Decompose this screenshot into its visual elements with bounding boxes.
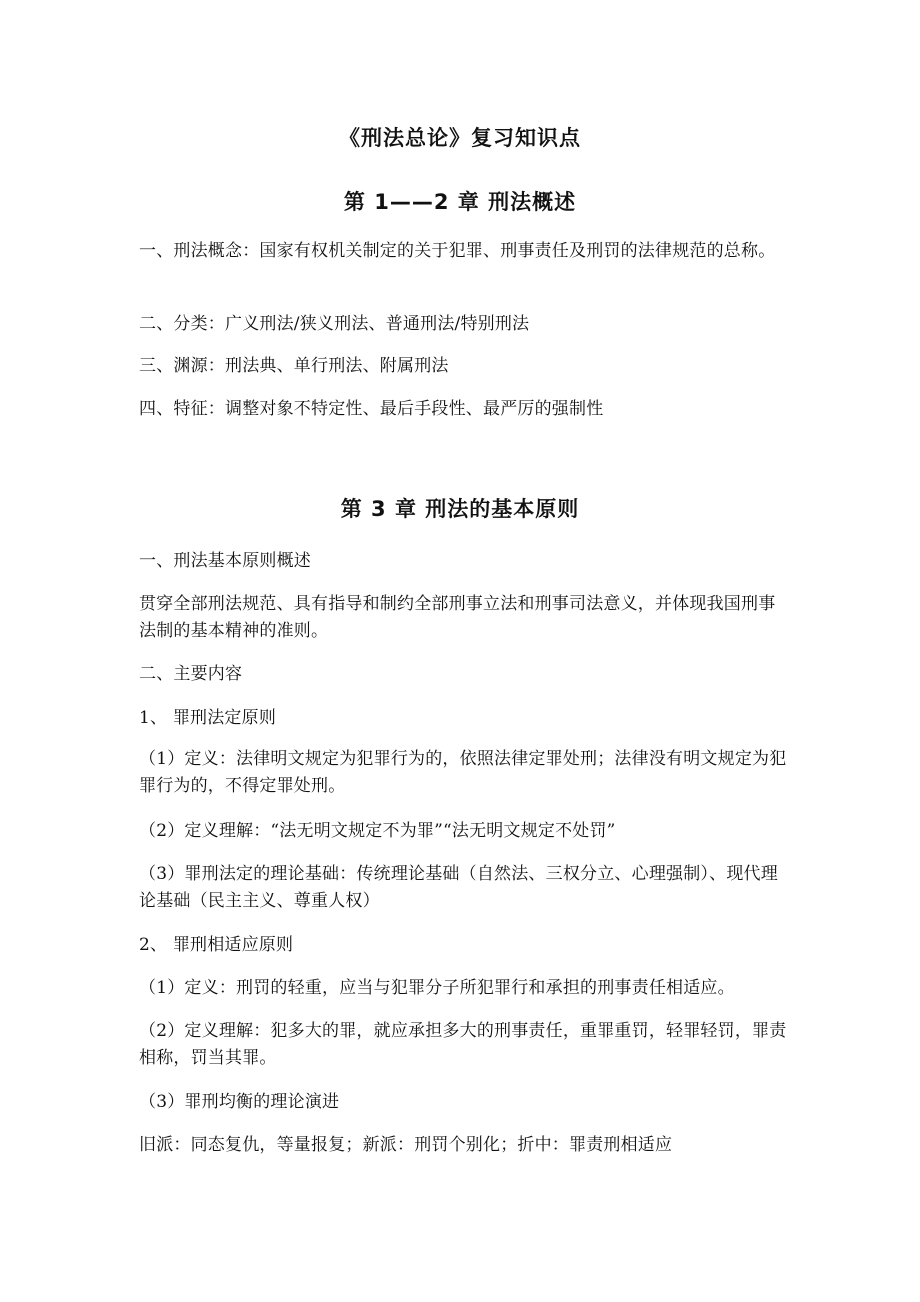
paragraph: 1、 罪刑法定原则 (139, 708, 277, 728)
paragraph: 一、刑法基本原则概述 (139, 551, 311, 571)
section-heading: 第 1——2 章 刑法概述 (343, 190, 577, 214)
paragraph: 2、 罪刑相适应原则 (139, 935, 294, 955)
document-title: 《刑法总论》复习知识点 (339, 126, 581, 150)
paragraph: （3）罪刑法定的理论基础：传统理论基础（自然法、三权分立、心理强制）、现代理论基础（民主主义、尊重人权） (139, 864, 778, 911)
paragraph: （2）定义理解：犯多大的罪，就应承担多大的刑事责任，重罪重罚，轻罪轻罚，罪责相称，罚当其罪。 (139, 1021, 787, 1068)
paragraph: （2）定义理解：“法无明文规定不为罪”“法无明文规定不处罚” (139, 821, 616, 841)
paragraph: 三、渊源：刑法典、单行刑法、附属刑法 (139, 356, 449, 376)
paragraph: （1）定义：法律明文规定为犯罪行为的，依照法律定罪处刑；法律没有明文规定为犯罪行为的，不得定罪处刑。 (139, 749, 787, 796)
paragraph: （3）罪刑均衡的理论演进 (139, 1092, 340, 1112)
paragraph: 一、刑法概念：国家有权机关制定的关于犯罪、刑事责任及刑罚的法律规范的总称。 (139, 241, 776, 261)
paragraph: （1）定义：刑罚的轻重，应当与犯罪分子所犯罪行和承担的刑事责任相适应。 (139, 978, 735, 998)
paragraph: 四、特征：调整对象不特定性、最后手段性、最严厉的强制性 (139, 399, 604, 419)
section-heading: 第 3 章 刑法的基本原则 (340, 497, 580, 521)
paragraph: 二、主要内容 (139, 664, 243, 684)
paragraph: 二、分类：广义刑法/狭义刑法、普通刑法/特别刑法 (139, 314, 530, 334)
paragraph: 旧派：同态复仇，等量报复；新派：刑罚个别化；折中：罪责刑相适应 (139, 1135, 673, 1155)
paragraph: 贯穿全部刑法规范、具有指导和制约全部刑事立法和刑事司法意义，并体现我国刑事法制的基本精神的准则。 (139, 594, 776, 641)
